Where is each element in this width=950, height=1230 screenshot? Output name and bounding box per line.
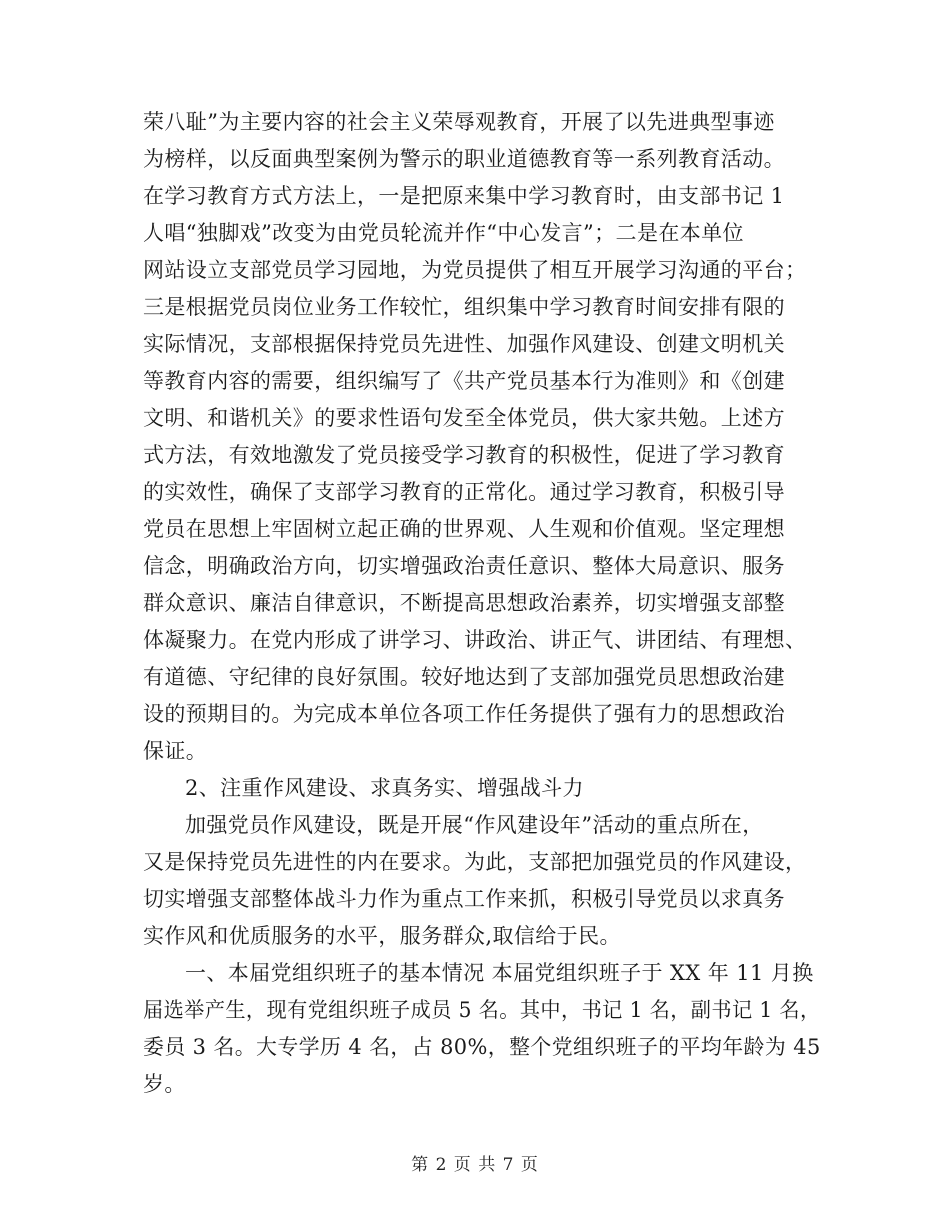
page-footer: 第 2 页 共 7 页 bbox=[411, 1155, 539, 1175]
paragraph-line: 文明、和谐机关》的要求性语句发至全体党员，供大家共勉。上述方 bbox=[143, 406, 785, 430]
paragraph-line: 又是保持党员先进性的内在要求。为此，支部把加强党员的作风建设， bbox=[143, 850, 807, 874]
paragraph-line: 体凝聚力。在党内形成了讲学习、讲政治、讲正气、讲团结、有理想、 bbox=[143, 628, 807, 652]
paragraph-line: 设的预期目的。为完成本单位各项工作任务提供了强有力的思想政治 bbox=[143, 702, 785, 726]
paragraph-line: 保证。 bbox=[143, 739, 208, 763]
paragraph-line: 等教育内容的需要，组织编写了《共产党员基本行为准则》和《创建 bbox=[143, 369, 785, 393]
paragraph-line: 信念，明确政治方向，切实增强政治责任意识、整体大局意识、服务 bbox=[143, 554, 785, 578]
paragraph-line: 式方法，有效地激发了党员接受学习教育的积极性，促进了学习教育 bbox=[143, 443, 785, 467]
paragraph-line: 群众意识、廉洁自律意识，不断提高思想政治素养，切实增强支部整 bbox=[143, 591, 785, 615]
paragraph-line: 岁。 bbox=[143, 1072, 186, 1096]
paragraph-line: 党员在思想上牢固树立起正确的世界观、人生观和价值观。坚定理想 bbox=[143, 517, 785, 541]
paragraph-line: 在学习教育方式方法上，一是把原来集中学习教育时，由支部书记 1 bbox=[143, 184, 785, 208]
paragraph-line: 为榜样，以反面典型案例为警示的职业道德教育等一系列教育活动。 bbox=[143, 147, 785, 171]
paragraph-line: 届选举产生，现有党组织班子成员 5 名。其中，书记 1 名，副书记 1 名， bbox=[143, 998, 821, 1022]
section-heading: 2、注重作风建设、求真务实、增强战斗力 bbox=[185, 776, 584, 800]
paragraph-line: 的实效性，确保了支部学习教育的正常化。通过学习教育，积极引导 bbox=[143, 480, 785, 504]
paragraph-line: 人唱“独脚戏”改变为由党员轮流并作“中心发言”；二是在本单位 bbox=[143, 221, 744, 245]
paragraph-line: 网站设立支部党员学习园地，为党员提供了相互开展学习沟通的平台； bbox=[143, 258, 807, 282]
paragraph-line: 实际情况，支部根据保持党员先进性、加强作风建设、创建文明机关 bbox=[143, 332, 785, 356]
paragraph-line: 加强党员作风建设，既是开展“作风建设年”活动的重点所在， bbox=[185, 813, 764, 837]
paragraph-line: 有道德、守纪律的良好氛围。较好地达到了支部加强党员思想政治建 bbox=[143, 665, 785, 689]
paragraph-line: 荣八耻”为主要内容的社会主义荣辱观教育，开展了以先进典型事迹 bbox=[143, 110, 775, 134]
paragraph-line: 实作风和优质服务的水平，服务群众,取信给于民。 bbox=[143, 924, 621, 948]
paragraph-line: 切实增强支部整体战斗力作为重点工作来抓，积极引导党员以求真务 bbox=[143, 887, 785, 911]
paragraph-line: 三是根据党员岗位业务工作较忙，组织集中学习教育时间安排有限的 bbox=[143, 295, 785, 319]
paragraph-line: 委员 3 名。大专学历 4 名，占 80%，整个党组织班子的平均年龄为 45 bbox=[143, 1035, 821, 1059]
paragraph-line: 一、本届党组织班子的基本情况 本届党组织班子于 XX 年 11 月换 bbox=[185, 961, 814, 985]
